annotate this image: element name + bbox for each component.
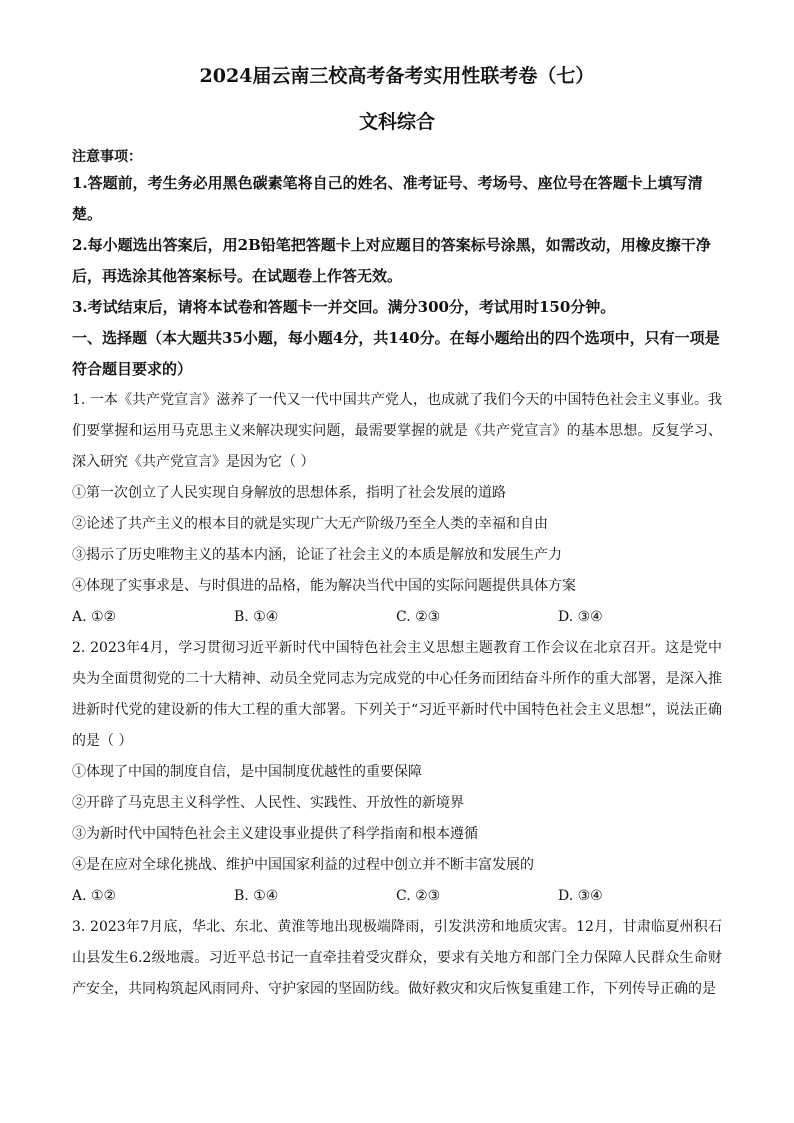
question-stem: 3. 2023年7月底，华北、东北、黄淮等地出现极端降雨，引发洪涝和地质灾害。12月，甘肃临夏州积石山县发生6.2级地震。习近平总书记一直牵挂着受灾群众，要求有关地方和部门全力保障人民群众生命财产安全，共同构筑起风雨同舟、守护家园的坚固防线。做好救灾和灾后恢复重建工作，下列传导正确的是 xyxy=(72,919,722,997)
section-heading: 一、选择题（本大题共35小题，每小题4分，共140分。在每小题给出的四个选项中，只有一项是符合题目要求的） xyxy=(72,329,720,378)
note-item-3: 3.考试结束后，请将本试卷和答题卡一并交回。满分300分，考试用时150分钟。 xyxy=(72,298,616,316)
choice-a: A. ①② xyxy=(72,888,117,904)
choice-c: C. ②③ xyxy=(396,888,441,904)
choice-c: C. ②③ xyxy=(396,609,441,625)
question-statement: ③揭示了历史唯物主义的基本内涵，论证了社会主义的本质是解放和发展生产力 xyxy=(72,547,562,563)
note-item-1: 1.答题前，考生务必用黑色碳素笔将自己的姓名、准考证号、考场号、座位号在答题卡上填写清楚。 xyxy=(72,174,703,223)
question-2 xyxy=(72,633,722,912)
choice-b: B. ①④ xyxy=(234,609,279,625)
exam-title: 2024届云南三校高考备考实用性联考卷（七） xyxy=(199,65,595,87)
choice-d: D. ③④ xyxy=(558,609,603,625)
answer-choices xyxy=(72,881,722,912)
question-3 xyxy=(72,912,722,1005)
question-statement: ④是在应对全球化挑战、维护中国国家利益的过程中创立并不断丰富发展的 xyxy=(72,857,534,873)
question-statement: ①第一次创立了人民实现自身解放的思想体系，指明了社会发展的道路 xyxy=(72,485,506,501)
question-statement: ①体现了中国的制度自信，是中国制度优越性的重要保障 xyxy=(72,764,422,780)
notes-heading: 注意事项： xyxy=(72,149,142,165)
question-stem: 1. 一本《共产党宣言》滋养了一代又一代中国共产党人，也成就了我们今天的中国特色社会主义事业。我们要掌握和运用马克思主义来解决现实问题，最需要掌握的就是《共产党宣言》的基本思想。反复学习、深入研究《共产党宣言》是因为它（ ） xyxy=(72,392,722,470)
answer-choices xyxy=(72,602,722,633)
question-statement: ②开辟了马克思主义科学性、人民性、实践性、开放性的新境界 xyxy=(72,795,464,811)
choice-a: A. ①② xyxy=(72,609,117,625)
question-statement: ③为新时代中国特色社会主义建设事业提供了科学指南和根本遵循 xyxy=(72,826,478,842)
question-statement: ④体现了实事求是、与时俱进的品格，能为解决当代中国的实际问题提供具体方案 xyxy=(72,578,576,594)
exam-page xyxy=(72,62,722,1005)
question-stem: 2. 2023年4月，学习贯彻习近平新时代中国特色社会主义思想主题教育工作会议在北京召开。这是党中央为全面贯彻党的二十大精神、动员全党同志为完成党的中心任务而团结奋斗所作的重大部署，是深入推进新时代党的建设新的伟大工程的重大部署。下列关于“习近平新时代中国特色社会主义思想”，说法正确的是（ ） xyxy=(72,640,722,749)
question-statement: ②论述了共产主义的根本目的就是实现广大无产阶级乃至全人类的幸福和自由 xyxy=(72,516,548,532)
choice-b: B. ①④ xyxy=(234,888,279,904)
question-1 xyxy=(72,385,722,633)
choice-d: D. ③④ xyxy=(558,888,603,904)
note-item-2: 2.每小题选出答案后，用2B铅笔把答题卡上对应题目的答案标号涂黑，如需改动，用橡皮擦干净后，再选涂其他答案标号。在试题卷上作答无效。 xyxy=(72,236,711,285)
exam-subtitle: 文科综合 xyxy=(358,111,435,133)
